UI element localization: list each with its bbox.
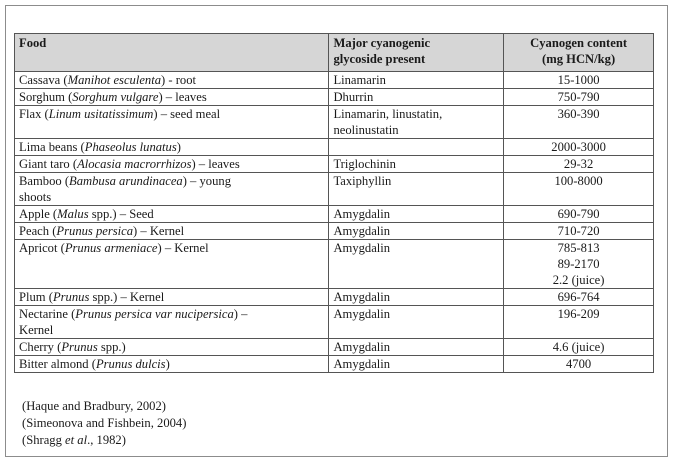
references: [22, 398, 186, 449]
table-row: [15, 173, 654, 206]
food-cell: Nectarine (Prunus persica var nucipersica) – Kernel: [15, 306, 329, 339]
header-glycoside: Major cyanogenic glycoside present: [329, 34, 504, 72]
glycoside-cell: [329, 139, 504, 156]
table-row: [15, 356, 654, 373]
content-cell: 196-209: [504, 306, 654, 339]
glycoside-cell: Amygdalin: [329, 223, 504, 240]
food-cell: Peach (Prunus persica) – Kernel: [15, 223, 329, 240]
food-cell: Bitter almond (Prunus dulcis): [15, 356, 329, 373]
glycoside-cell: Amygdalin: [329, 356, 504, 373]
glycoside-cell: Amygdalin: [329, 289, 504, 306]
glycoside-cell: Amygdalin: [329, 206, 504, 223]
food-cell: Bamboo (Bambusa arundinacea) – young shoots: [15, 173, 329, 206]
table-row: [15, 139, 654, 156]
food-cell: Giant taro (Alocasia macrorrhizos) – leaves: [15, 156, 329, 173]
content-cell: 710-720: [504, 223, 654, 240]
food-cell: Plum (Prunus spp.) – Kernel: [15, 289, 329, 306]
content-cell: 4.6 (juice): [504, 339, 654, 356]
glycoside-cell: Amygdalin: [329, 339, 504, 356]
glycoside-cell: Linamarin, linustatin, neolinustatin: [329, 106, 504, 139]
header-content: Cyanogen content (mg HCN/kg): [504, 34, 654, 72]
table-row: [15, 223, 654, 240]
table-row: [15, 156, 654, 173]
content-cell: 15-1000: [504, 72, 654, 89]
table-row: [15, 339, 654, 356]
content-cell: 690-790: [504, 206, 654, 223]
glycoside-cell: Amygdalin: [329, 306, 504, 339]
table-row: [15, 240, 654, 289]
table-row: [15, 89, 654, 106]
reference-line: (Haque and Bradbury, 2002): [22, 399, 166, 413]
glycoside-cell: Taxiphyllin: [329, 173, 504, 206]
glycoside-cell: Triglochinin: [329, 156, 504, 173]
reference-line: (Simeonova and Fishbein, 2004): [22, 416, 187, 430]
glycoside-cell: Linamarin: [329, 72, 504, 89]
glycoside-cell: Amygdalin: [329, 240, 504, 289]
reference-line: (Shragg et al., 1982): [22, 433, 126, 447]
header-food: Food: [15, 34, 329, 72]
table-header-row: [15, 34, 654, 72]
food-cell: Sorghum (Sorghum vulgare) – leaves: [15, 89, 329, 106]
content-cell: 785-813 89-2170 2.2 (juice): [504, 240, 654, 289]
food-cell: Cherry (Prunus spp.): [15, 339, 329, 356]
content-cell: 100-8000: [504, 173, 654, 206]
glycoside-cell: Dhurrin: [329, 89, 504, 106]
food-cell: Apple (Malus spp.) – Seed: [15, 206, 329, 223]
table-row: [15, 206, 654, 223]
content-cell: 696-764: [504, 289, 654, 306]
food-cell: Lima beans (Phaseolus lunatus): [15, 139, 329, 156]
table-row: [15, 289, 654, 306]
content-cell: 750-790: [504, 89, 654, 106]
food-cell: Flax (Linum usitatissimum) – seed meal: [15, 106, 329, 139]
table-row: [15, 72, 654, 89]
content-cell: 29-32: [504, 156, 654, 173]
content-cell: 360-390: [504, 106, 654, 139]
cyanogen-table: [14, 33, 654, 373]
table-row: [15, 106, 654, 139]
food-cell: Cassava (Manihot esculenta) - root: [15, 72, 329, 89]
content-cell: 2000-3000: [504, 139, 654, 156]
content-cell: 4700: [504, 356, 654, 373]
food-cell: Apricot (Prunus armeniace) – Kernel: [15, 240, 329, 289]
table-row: [15, 306, 654, 339]
